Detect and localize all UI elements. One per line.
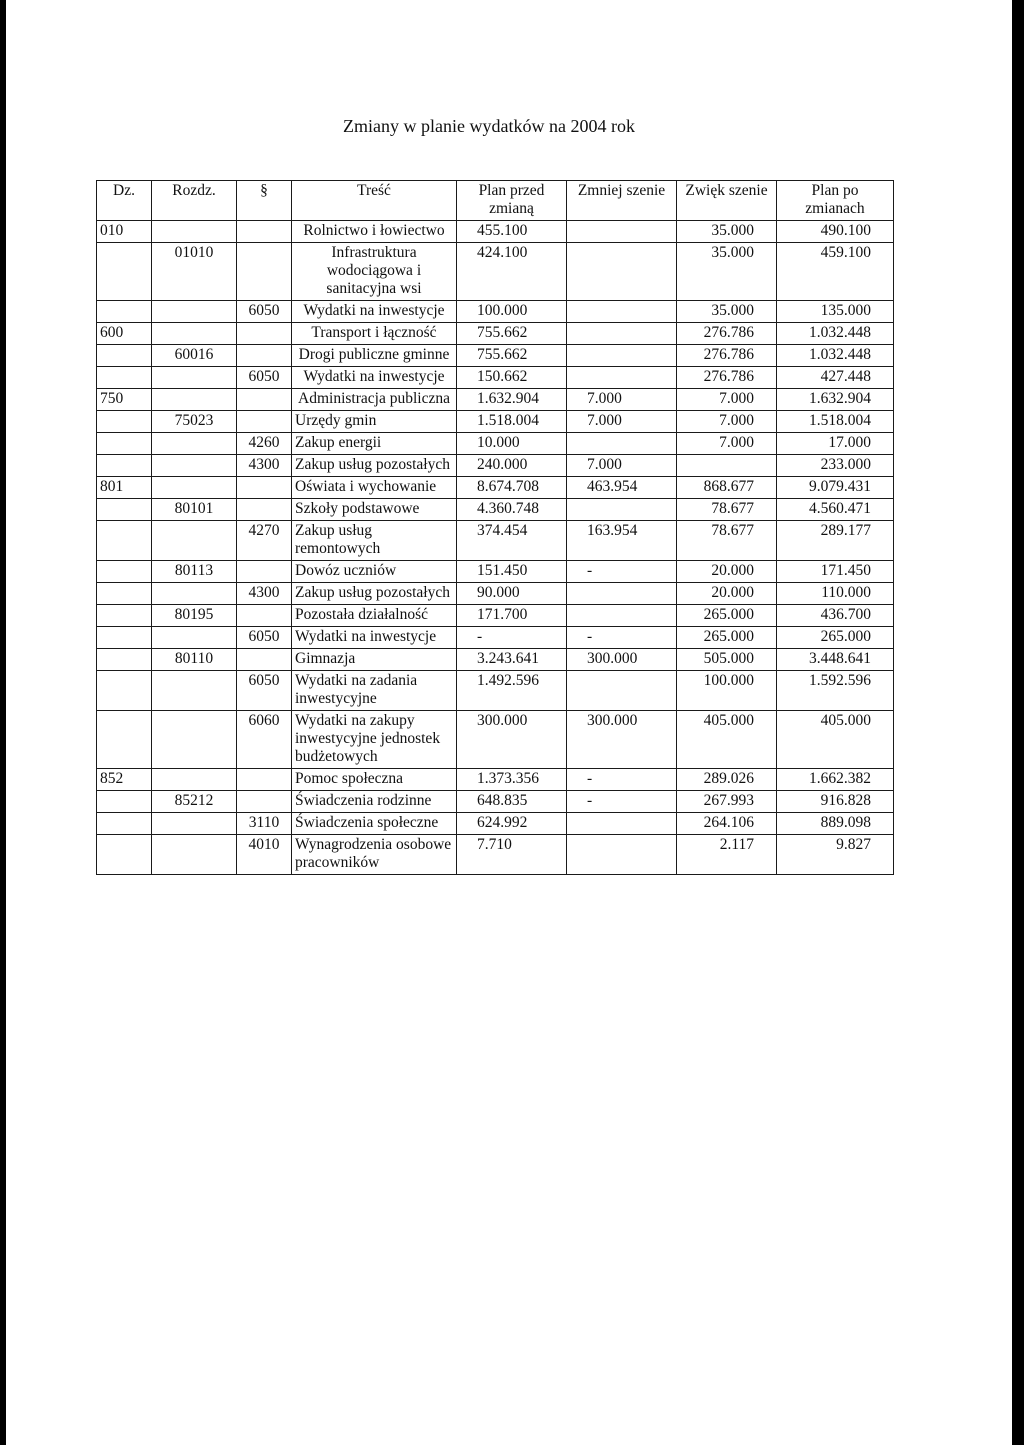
cell-plan-po: 110.000 [777,583,894,605]
cell-tresc: Dowóz uczniów [292,561,457,583]
page-title: Zmiany w planie wydatków na 2004 rok [343,116,635,136]
cell-zwiekszenie: 35.000 [677,301,777,323]
table-row [97,583,894,605]
cell-zwiekszenie: 505.000 [677,649,777,671]
cell-zmniejszenie: 300.000 [567,711,677,769]
table-row [97,499,894,521]
cell-plan-przed: 648.835 [457,791,567,813]
cell-plan-po: 1.632.904 [777,389,894,411]
header-zmniejszenie: Zmniej szenie [567,181,677,221]
cell-rozdz: 75023 [152,411,237,433]
cell-zwiekszenie: 7.000 [677,433,777,455]
cell-plan-przed: 300.000 [457,711,567,769]
cell-paragraph [237,561,292,583]
cell-plan-po: 135.000 [777,301,894,323]
cell-tresc: Zakup usług pozostałych [292,455,457,477]
cell-zwiekszenie: 265.000 [677,605,777,627]
cell-paragraph [237,769,292,791]
cell-paragraph: 4010 [237,835,292,875]
table-row [97,791,894,813]
table-row [97,521,894,561]
cell-plan-przed: 455.100 [457,221,567,243]
cell-paragraph [237,323,292,345]
cell-rozdz [152,323,237,345]
table-row [97,561,894,583]
cell-zmniejszenie: - [567,769,677,791]
table-row [97,221,894,243]
cell-rozdz: 80101 [152,499,237,521]
cell-dz [97,791,152,813]
cell-paragraph: 4270 [237,521,292,561]
cell-rozdz: 60016 [152,345,237,367]
cell-plan-po: 9.079.431 [777,477,894,499]
cell-plan-przed: 1.632.904 [457,389,567,411]
cell-dz [97,649,152,671]
cell-zwiekszenie: 20.000 [677,583,777,605]
cell-tresc: Infrastruktura wodociągowa i sanitacyjna wsi [292,243,457,301]
cell-dz [97,411,152,433]
cell-zwiekszenie: 78.677 [677,521,777,561]
cell-plan-przed: 755.662 [457,345,567,367]
header-paragraph: § [237,181,292,221]
cell-dz [97,301,152,323]
cell-rozdz [152,835,237,875]
cell-zwiekszenie: 267.993 [677,791,777,813]
cell-plan-po: 1.592.596 [777,671,894,711]
cell-dz [97,561,152,583]
cell-zwiekszenie: 7.000 [677,389,777,411]
cell-zmniejszenie: 7.000 [567,389,677,411]
cell-rozdz [152,477,237,499]
cell-zmniejszenie [567,583,677,605]
cell-dz [97,583,152,605]
cell-rozdz [152,389,237,411]
cell-paragraph: 3110 [237,813,292,835]
cell-plan-po: 1.662.382 [777,769,894,791]
cell-paragraph [237,389,292,411]
cell-zmniejszenie: 163.954 [567,521,677,561]
document-page [6,0,1012,1445]
cell-zwiekszenie: 276.786 [677,345,777,367]
cell-tresc: Świadczenia rodzinne [292,791,457,813]
cell-zmniejszenie [567,221,677,243]
cell-paragraph [237,243,292,301]
cell-plan-przed: - [457,627,567,649]
cell-dz [97,455,152,477]
table-row [97,433,894,455]
cell-rozdz [152,367,237,389]
cell-tresc: Gimnazja [292,649,457,671]
budget-changes-table [96,180,894,875]
cell-zwiekszenie: 289.026 [677,769,777,791]
cell-paragraph [237,649,292,671]
table-row [97,345,894,367]
cell-paragraph: 4300 [237,455,292,477]
header-plan-po: Plan po zmianach [777,181,894,221]
cell-rozdz [152,711,237,769]
cell-tresc: Wydatki na zakupy inwestycyjne jednostek budżetowych [292,711,457,769]
cell-plan-przed: 1.373.356 [457,769,567,791]
cell-zmniejszenie: - [567,561,677,583]
table-row [97,301,894,323]
table-row [97,605,894,627]
cell-paragraph [237,411,292,433]
cell-zwiekszenie: 35.000 [677,243,777,301]
cell-zmniejszenie [567,345,677,367]
table-row [97,323,894,345]
cell-zmniejszenie [567,301,677,323]
cell-zmniejszenie: 7.000 [567,411,677,433]
table-row [97,243,894,301]
cell-dz [97,433,152,455]
table-row [97,813,894,835]
cell-plan-przed: 151.450 [457,561,567,583]
cell-plan-przed: 7.710 [457,835,567,875]
cell-zmniejszenie: 300.000 [567,649,677,671]
cell-tresc: Zakup usług remontowych [292,521,457,561]
cell-zmniejszenie: - [567,627,677,649]
cell-rozdz [152,627,237,649]
cell-plan-przed: 624.992 [457,813,567,835]
cell-plan-po: 436.700 [777,605,894,627]
cell-dz: 600 [97,323,152,345]
cell-tresc: Wydatki na inwestycje [292,627,457,649]
cell-zmniejszenie [567,835,677,875]
cell-tresc: Urzędy gmin [292,411,457,433]
cell-tresc: Pozostała działalność [292,605,457,627]
table-row [97,671,894,711]
cell-tresc: Oświata i wychowanie [292,477,457,499]
cell-plan-przed: 1.492.596 [457,671,567,711]
cell-tresc: Wydatki na zadania inwestycyjne [292,671,457,711]
cell-zwiekszenie [677,455,777,477]
cell-plan-po: 405.000 [777,711,894,769]
table-row [97,769,894,791]
table-row [97,477,894,499]
cell-rozdz: 85212 [152,791,237,813]
cell-zmniejszenie: - [567,791,677,813]
cell-zwiekszenie: 78.677 [677,499,777,521]
cell-plan-przed: 3.243.641 [457,649,567,671]
cell-zmniejszenie [567,671,677,711]
cell-paragraph [237,221,292,243]
cell-plan-po: 1.518.004 [777,411,894,433]
cell-rozdz: 80195 [152,605,237,627]
cell-tresc: Wynagrodzenia osobowe pracowników [292,835,457,875]
cell-rozdz: 01010 [152,243,237,301]
header-rozdz: Rozdz. [152,181,237,221]
cell-paragraph: 6050 [237,367,292,389]
cell-dz [97,243,152,301]
cell-dz [97,627,152,649]
cell-plan-po: 3.448.641 [777,649,894,671]
cell-rozdz [152,221,237,243]
cell-plan-przed: 8.674.708 [457,477,567,499]
cell-plan-po: 4.560.471 [777,499,894,521]
cell-paragraph: 6050 [237,671,292,711]
cell-zwiekszenie: 265.000 [677,627,777,649]
table-row [97,455,894,477]
table-row [97,367,894,389]
header-dz: Dz. [97,181,152,221]
cell-rozdz: 80110 [152,649,237,671]
cell-plan-przed: 1.518.004 [457,411,567,433]
cell-paragraph [237,605,292,627]
header-zwiekszenie: Zwięk szenie [677,181,777,221]
cell-plan-po: 1.032.448 [777,323,894,345]
cell-plan-po: 265.000 [777,627,894,649]
cell-plan-po: 289.177 [777,521,894,561]
cell-dz [97,835,152,875]
cell-zmniejszenie [567,605,677,627]
cell-zwiekszenie: 20.000 [677,561,777,583]
cell-plan-po: 459.100 [777,243,894,301]
cell-dz [97,605,152,627]
cell-paragraph: 6060 [237,711,292,769]
header-tresc: Treść [292,181,457,221]
cell-tresc: Administracja publiczna [292,389,457,411]
cell-dz [97,671,152,711]
cell-paragraph [237,477,292,499]
cell-paragraph [237,791,292,813]
cell-plan-przed: 4.360.748 [457,499,567,521]
cell-rozdz [152,769,237,791]
table-row [97,711,894,769]
cell-plan-po: 1.032.448 [777,345,894,367]
cell-zwiekszenie: 2.117 [677,835,777,875]
cell-plan-po: 916.828 [777,791,894,813]
cell-plan-przed: 100.000 [457,301,567,323]
cell-rozdz [152,671,237,711]
cell-paragraph: 4300 [237,583,292,605]
cell-dz: 801 [97,477,152,499]
table-row [97,649,894,671]
table-row [97,389,894,411]
cell-tresc: Pomoc społeczna [292,769,457,791]
cell-zmniejszenie [567,433,677,455]
cell-plan-po: 889.098 [777,813,894,835]
cell-zmniejszenie [567,243,677,301]
cell-zmniejszenie [567,499,677,521]
cell-dz [97,813,152,835]
cell-tresc: Drogi publiczne gminne [292,345,457,367]
cell-zwiekszenie: 276.786 [677,367,777,389]
table-body [97,221,894,875]
table-row [97,627,894,649]
cell-plan-po: 9.827 [777,835,894,875]
cell-tresc: Szkoły podstawowe [292,499,457,521]
table-row [97,411,894,433]
cell-rozdz [152,813,237,835]
cell-zmniejszenie [567,813,677,835]
cell-plan-przed: 755.662 [457,323,567,345]
cell-plan-przed: 171.700 [457,605,567,627]
cell-tresc: Świadczenia społeczne [292,813,457,835]
cell-paragraph: 6050 [237,627,292,649]
cell-zwiekszenie: 100.000 [677,671,777,711]
cell-dz [97,367,152,389]
table-row [97,835,894,875]
cell-zwiekszenie: 7.000 [677,411,777,433]
cell-rozdz [152,455,237,477]
table-header-row [97,181,894,221]
cell-zwiekszenie: 405.000 [677,711,777,769]
cell-paragraph: 4260 [237,433,292,455]
cell-plan-po: 17.000 [777,433,894,455]
cell-zmniejszenie: 463.954 [567,477,677,499]
cell-tresc: Wydatki na inwestycje [292,367,457,389]
cell-plan-po: 233.000 [777,455,894,477]
cell-rozdz [152,433,237,455]
cell-paragraph [237,345,292,367]
cell-zwiekszenie: 264.106 [677,813,777,835]
cell-plan-po: 427.448 [777,367,894,389]
cell-dz [97,499,152,521]
cell-dz [97,521,152,561]
cell-tresc: Zakup energii [292,433,457,455]
cell-rozdz [152,521,237,561]
cell-dz [97,345,152,367]
cell-dz: 750 [97,389,152,411]
cell-tresc: Wydatki na inwestycje [292,301,457,323]
cell-plan-przed: 374.454 [457,521,567,561]
cell-zwiekszenie: 276.786 [677,323,777,345]
cell-zwiekszenie: 868.677 [677,477,777,499]
cell-plan-przed: 150.662 [457,367,567,389]
cell-tresc: Transport i łączność [292,323,457,345]
cell-dz [97,711,152,769]
cell-zmniejszenie [567,367,677,389]
cell-plan-przed: 240.000 [457,455,567,477]
cell-zmniejszenie: 7.000 [567,455,677,477]
cell-plan-przed: 10.000 [457,433,567,455]
cell-plan-przed: 424.100 [457,243,567,301]
cell-plan-przed: 90.000 [457,583,567,605]
cell-rozdz [152,301,237,323]
cell-zwiekszenie: 35.000 [677,221,777,243]
cell-zmniejszenie [567,323,677,345]
cell-tresc: Rolnictwo i łowiectwo [292,221,457,243]
header-plan-przed: Plan przed zmianą [457,181,567,221]
cell-plan-po: 490.100 [777,221,894,243]
cell-rozdz: 80113 [152,561,237,583]
cell-rozdz [152,583,237,605]
cell-dz: 010 [97,221,152,243]
cell-paragraph [237,499,292,521]
cell-plan-po: 171.450 [777,561,894,583]
cell-paragraph: 6050 [237,301,292,323]
cell-tresc: Zakup usług pozostałych [292,583,457,605]
cell-dz: 852 [97,769,152,791]
